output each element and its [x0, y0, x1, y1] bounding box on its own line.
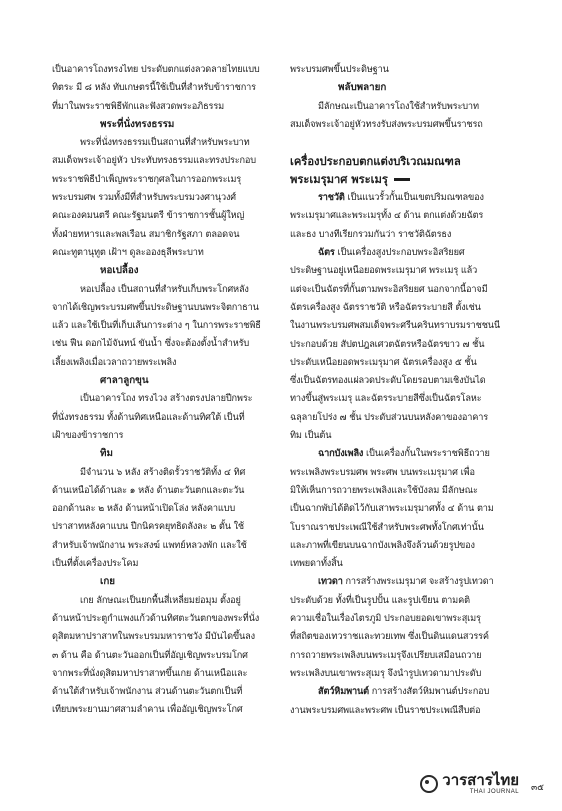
body-line: ทั้งฝ่ายทหารและพลเรือน สมาชิกรัฐสภา ตลอดจน: [52, 228, 240, 240]
body-line: เกย ลักษณะเป็นยกพื้นสี่เหลี่ยมย่อมุม ตั้งอยู่: [80, 594, 241, 606]
section-heading: หอเปลื้อง: [100, 265, 139, 277]
body-line: ฉลุลายโปร่ง ๗ ชั้น ประดับส่วนบนหลังคาของอาคาร: [290, 411, 489, 423]
section-heading: พระที่นั่งทรงธรรม: [100, 118, 175, 130]
body-line: คณะทูตานุทูต เฝ้าฯ ดูละอองธุลีพระบาท: [52, 246, 204, 258]
entry-lead: สัตว์หิมพานต์: [318, 686, 369, 698]
entry-first-line: [290, 189, 536, 207]
body-line: โบราณราชประเพณีใช้สำหรับพระศพทั้งโกศเท่านั้น: [290, 521, 484, 533]
body-line: ปราสาทหลังคาแบน ปีกนิครคยุทธิดลังละ ๒ ตั้น ใช้: [52, 521, 245, 533]
body-line: เทพยดาทั้งสิ้น: [290, 558, 343, 570]
entry-first-line: [290, 573, 536, 591]
section-heading: เกย: [100, 576, 116, 588]
body-line: เช่น ฟืน ดอกไม้จันทน์ ขันน้ำ ซึ่งจะต้องตั้งน้ำสำหรับ: [52, 338, 250, 350]
body-line: สมเด็จพระเจ้าอยู่หัวทรงรับส่งพระบรมศพขึ้นราชรถ: [290, 118, 483, 130]
body-line: แล้ว และใช้เป็นที่เก็บเส้นการะต่าง ๆ ในการพระราชพิธี: [52, 320, 261, 332]
entry-text: เป็นเครื่องสูงประกอบพระอิสริยยศ: [334, 247, 465, 259]
section-heading: ทิม: [100, 448, 113, 460]
body-line: มีจำนวน ๖ หลัง สร้างติดรั้วราชวัติทั้ง ๔ ทิศ: [80, 466, 246, 478]
body-line: ออกด้านละ ๒ หลัง ด้านหน้าเปิดโล่ง หลังคาแบบ: [52, 503, 236, 515]
body-line: สมเด็จพระเจ้าอยู่หัว ประทับทรงธรรมและทรงประกอบ: [52, 155, 256, 167]
page-footer: [420, 763, 544, 795]
right-column: [290, 61, 536, 720]
logo-text: [442, 773, 519, 795]
body-line: ความเชื่อในเรื่องไตรภูมิ ประกอบยอดเขาพระสุเมรุ: [290, 613, 481, 625]
body-line: ทางขึ้นสู่พระเมรุ และฉัตรระบายสีซึ่งเป็นฉัตรโลหะ: [290, 393, 482, 405]
chapter-heading-text: พระเมรุมาศ พระเมรุ: [290, 173, 388, 187]
entry-first-line: [290, 244, 536, 262]
body-line: สำหรับเจ้าพนักงาน พระสงฆ์ แพทย์หลวงพัก และใช้: [52, 539, 247, 551]
entry-first-line: [290, 445, 536, 463]
entry-lead: ฉากบังเพลิง: [318, 448, 364, 460]
body-line: การถวายพระเพลิงบนพระเมรุจึงเปรียบเสมือนถวาย: [290, 649, 482, 661]
body-line: พระที่นั่งทรงธรรมเป็นสถานที่สำหรับพระบาท: [80, 137, 250, 149]
body-line: มีลักษณะเป็นอาคารโถงใช้สำหรับพระบาท: [318, 100, 479, 112]
left-column: [52, 61, 298, 720]
body-line: เป็นฉากพับได้ติดไว้กับเสาพระเมรุมาศทั้ง ๔ ด้าน ตาม: [290, 503, 494, 515]
body-line: ๓ ด้าน คือ ด้านตะวันออกเป็นที่อัญเชิญพระบรมโกศ: [52, 649, 248, 661]
entry-text: การสร้างสัตว์หิมพานต์ประกอบ: [368, 686, 490, 698]
logo-thai-text: วารสารไทย: [442, 771, 520, 789]
body-line: ประดับด้วย ทั้งที่เป็นรูปปั้น และรูปเขียน ตามคติ: [290, 594, 470, 606]
entry-lead: เทวดา: [318, 576, 343, 588]
body-line: มิให้เห็นการถวายพระเพลิงและใช้บังลม มีลักษณะ: [290, 484, 478, 496]
body-line: พระบรมศพขึ้นประดิษฐาน: [290, 64, 389, 75]
body-line: เป็นอาคารโถง ทรงไวง สร้างตรงปลายปีกพระ: [80, 393, 253, 405]
body-line: เป็นที่ตั้งเครื่องประโคม: [52, 558, 139, 570]
body-line: พระบรมศพ รวมทั้งมีที่สำหรับพระบรมวงศานุวงศ์: [52, 192, 236, 204]
body-line: ในงานพระบรมศพสมเด็จพระศรีนครินทราบรมราชชนนี: [290, 320, 501, 332]
spacer: [290, 134, 536, 153]
entry-lead: ฉัตร: [318, 247, 335, 259]
section-heading: พลับพลายก: [338, 82, 387, 94]
entry-text: เป็นเครื่องกั้นในพระราชพิธีถวาย: [363, 448, 490, 460]
body-line: ด้านใต้สำหรับเจ้าพนักงาน ส่วนด้านตะวันตกเป็นที่: [52, 686, 243, 698]
body-line: ประกอบด้วย สัปตปฎลเศวตฉัตรหรือฉัตรขาว ๗ ชั้น: [290, 338, 485, 350]
body-line: ด้านหน้าประตูกำแพงแก้วด้านทิศตะวันตกของพระที่นั่ง: [52, 612, 260, 624]
body-line: ทิม เป็นต้น: [290, 430, 332, 442]
chapter-heading: [290, 171, 536, 189]
chapter-heading-text: เครื่องประกอบตกแต่งบริเวณมณฑล: [290, 155, 461, 169]
body-line: ประดับเหนือยอดพระเมรุมาศ ฉัตรเครื่องสูง ๕ ชั้น: [290, 356, 477, 368]
body-line: ซึ่งเป็นฉัตรทองแผ่ลวดประดับโดยรอบตามเชิงบันได: [290, 375, 486, 387]
body-line: เลี้ยงเพลิงเมื่อเวลาถวายพระเพลิง: [52, 356, 177, 368]
body-line: พระเมรุมาศและพระเมรุทั้ง ๔ ด้าน ตกแต่งด้วยฉัตร: [290, 210, 484, 222]
body-line: หอเปลื้อง เป็นสถานที่สำหรับเก็บพระโกศหลัง: [80, 283, 249, 295]
body-line: พระราชพิธีบำเพ็ญพระราชกุศลในการออกพระเมรุ: [52, 173, 242, 185]
body-line: ฉัตรเครื่องสูง ฉัตรราชวัติ หรือฉัตรระบายสี ตั้งเช่น: [290, 301, 481, 313]
body-line: พระเพลิงพระบรมศพ พระศพ บนพระเมรุมาศ เพื่อ: [290, 466, 475, 478]
body-line: เป็นอาคารโถงทรงไทย ประดับตกแต่งลวดลายไทยแบบ: [52, 64, 260, 75]
entry-first-line: [290, 683, 536, 701]
entry-text: เป็นแนวรั้วกั้นเป็นเขตปริมณฑลของ: [344, 192, 484, 204]
body-line: ที่นั่งทรงธรรม ทั้งด้านทิศเหนือและด้านทิศใต้ เป็นที่: [52, 411, 245, 423]
body-line: ที่มาในพระราชพิธีพักและฟังสวดพระอภิธรรม: [52, 100, 225, 112]
body-line: จากพระที่นั่งดุสิตมหาปราสาทขึ้นเกย ด้านเหนือและ: [52, 667, 248, 679]
body-line: และธง บางทีเรียกรวมกันว่า ราชวัติฉัตรธง: [290, 228, 452, 240]
body-line: ที่สถิตของเทวราชและทวยเทพ ซึ่งเป็นดินแดนสวรรค์: [290, 631, 489, 643]
body-line: ด้านเหนือได้ด้านละ ๑ หลัง ด้านตะวันตกและตะวัน: [52, 484, 245, 496]
body-line: เฝ้าของข้าราชการ: [52, 429, 124, 441]
heading-dash-decoration: [394, 178, 410, 181]
entry-lead: ราชวัติ: [318, 192, 345, 204]
logo-english-text: THAI JOURNAL: [469, 789, 520, 795]
page-number: ๓๕: [531, 783, 544, 793]
body-line: แต่จะเป็นฉัตรที่กั้นตามพระอิสริยยศ นอกจากนี้อาจมี: [290, 283, 488, 295]
body-line: และภาพที่เขียนบนฉากบังเพลิงจึงล้วนด้วยรูปของ: [290, 539, 475, 551]
journal-logo: [420, 773, 519, 795]
body-line: งานพระบรมศพและพระศพ เป็นราชประเพณีสืบต่อ: [290, 704, 481, 716]
body-line: ประดิษฐานอยู่เหนือยอดพระเมรุมาศ พระเมรุ แล้ว: [290, 265, 478, 277]
body-line: ดุสิตมหาปราสาทในพระบรมมหาราชวัง มีบันไดขึ้นลง: [52, 631, 255, 643]
body-line: ทิตระ มี ๘ หลัง ทับเกษตรนี้ใช้เป็นที่สำหรับข้าราชการ: [52, 82, 256, 94]
chapter-heading: [290, 153, 536, 171]
body-line: พระเพลิงบนเขาพระสุเมรุ จึงนำรูปเทวดามาประดับ: [290, 667, 482, 679]
logo-emblem-icon: [420, 775, 438, 793]
entry-text: การสร้างพระเมรุมาศ จะสร้างรูปเทวดา: [342, 576, 494, 588]
body-line: เทียบพระยานมาศสามลำคาน เพื่ออัญเชิญพระโกศ: [52, 704, 243, 716]
body-line: คณะองคมนตรี คณะรัฐมนตรี ข้าราชการชั้นผู้ใหญ่: [52, 210, 245, 222]
section-heading: ศาลาลูกขุน: [100, 375, 149, 387]
body-line: จากได้เชิญพระบรมศพขึ้นประดิษฐานบนพระจิตกาธาน: [52, 301, 259, 313]
